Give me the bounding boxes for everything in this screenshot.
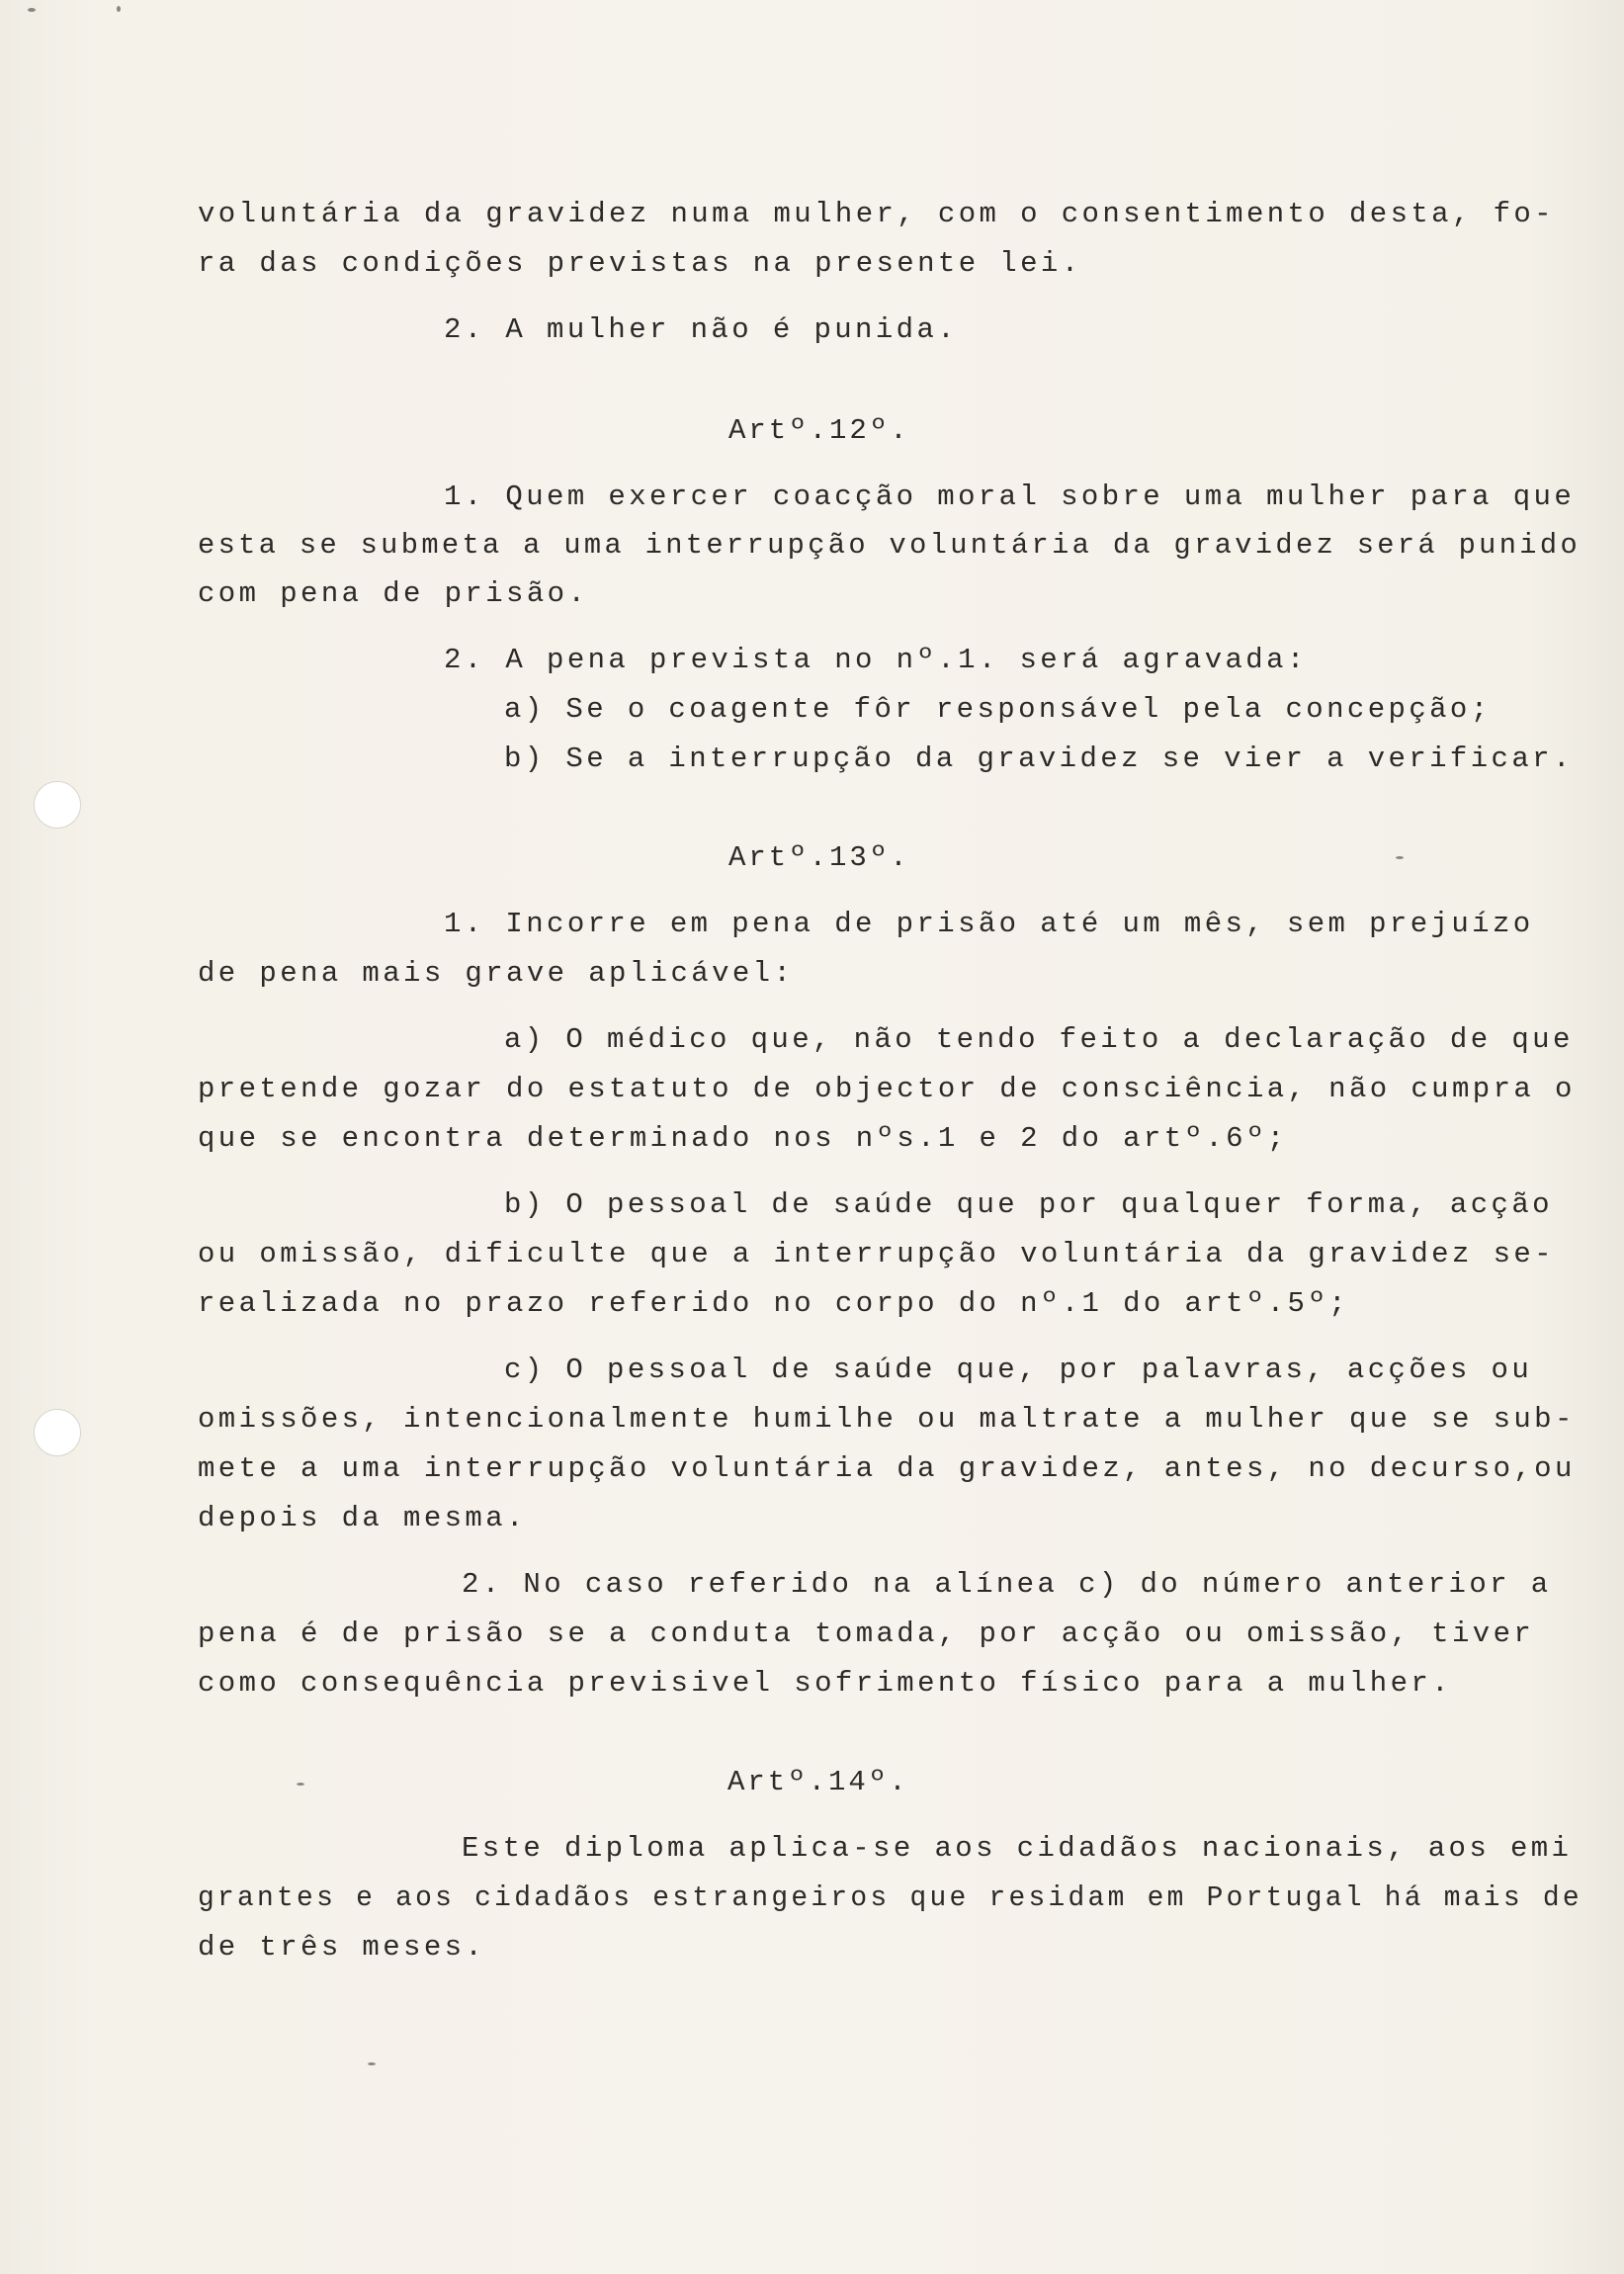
text-line: como consequência previsivel sofrimento físico para a mulher. — [198, 1667, 1452, 1700]
text-line: 2. No caso referido na alínea c) do número anterior a — [462, 1568, 1552, 1601]
text-line: omissões, intencionalmente humilhe ou maltrate a mulher que se sub- — [198, 1403, 1576, 1436]
text-line: a) O médico que, não tendo feito a declaração de que — [504, 1023, 1574, 1056]
text-line: ra das condições previstas na presente lei. — [198, 247, 1082, 280]
text-line: 2. A mulher não é punida. — [444, 313, 959, 346]
article-heading: Artº.13º. — [728, 841, 910, 874]
text-line: pretende gozar do estatuto de objector de consciência, não cumpra o — [198, 1073, 1576, 1105]
article-heading: Artº.12º. — [728, 414, 910, 447]
text-line: de pena mais grave aplicável: — [198, 957, 795, 990]
text-line: 1. Quem exercer coacção moral sobre uma mulher para que — [444, 481, 1576, 513]
paper-speck — [368, 2062, 376, 2065]
punch-hole — [34, 1409, 81, 1456]
text-line: realizada no prazo referido no corpo do nº.1 do artº.5º; — [198, 1287, 1349, 1320]
article-heading: Artº.14º. — [727, 1766, 909, 1798]
text-line: de três meses. — [198, 1931, 486, 1964]
text-line: esta se submeta a uma interrupção voluntária da gravidez será punido — [198, 529, 1581, 562]
text-line: voluntária da gravidez numa mulher, com o consentimento desta, fo- — [198, 198, 1555, 230]
text-line: grantes e aos cidadãos estrangeiros que residam em Portugal há mais de — [198, 1881, 1582, 1914]
paper-speck — [297, 1783, 304, 1786]
text-line: b) O pessoal de saúde que por qualquer forma, acção — [504, 1188, 1553, 1221]
text-line: depois da mesma. — [198, 1502, 527, 1534]
text-line: mete a uma interrupção voluntária da gravidez, antes, no decurso,ou — [198, 1452, 1576, 1485]
paper-speck — [117, 6, 121, 12]
text-line: a) Se o coagente fôr responsável pela concepção; — [504, 693, 1492, 726]
paper-speck — [28, 8, 36, 12]
text-line: ou omissão, dificulte que a interrupção voluntária da gravidez se- — [198, 1238, 1555, 1270]
text-line: 2. A pena prevista no nº.1. será agravada: — [444, 644, 1308, 676]
text-line: Este diploma aplica-se aos cidadãos nacionais, aos emi — [462, 1832, 1573, 1865]
paper-speck — [1396, 856, 1404, 859]
punch-hole — [34, 781, 81, 829]
text-line: que se encontra determinado nos nºs.1 e 2 do artº.6º; — [198, 1122, 1288, 1155]
text-line: c) O pessoal de saúde que, por palavras, acções ou — [504, 1354, 1533, 1386]
text-line: 1. Incorre em pena de prisão até um mês, sem prejuízo — [444, 908, 1534, 940]
text-line: b) Se a interrupção da gravidez se vier a verificar. — [504, 743, 1574, 775]
text-line: com pena de prisão. — [198, 577, 589, 610]
text-line: pena é de prisão se a conduta tomada, por acção ou omissão, tiver — [198, 1618, 1535, 1650]
